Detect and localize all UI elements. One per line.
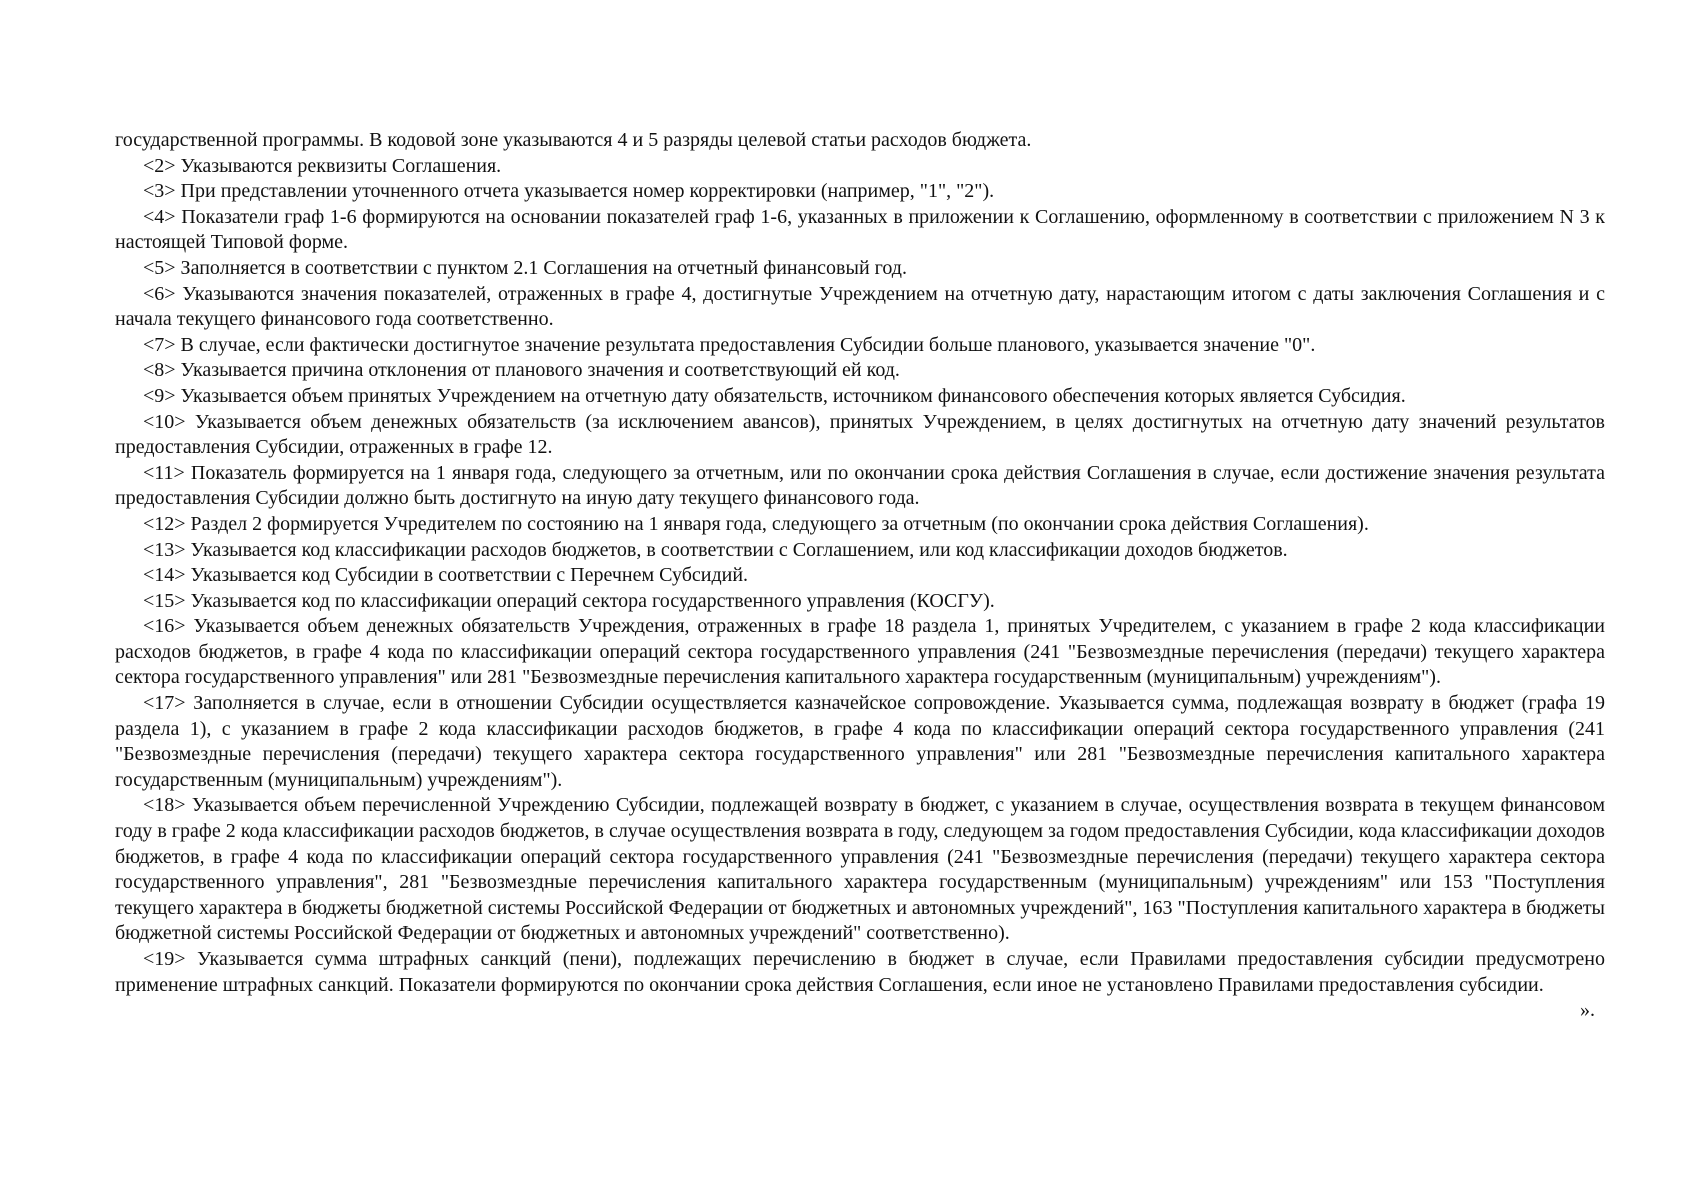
footnote-19: <19> Указывается сумма штрафных санкций (пени), подлежащих перечислению в бюджет в случае, если Правилами предоставления субсидии предусмотрено применение штрафных санкций. Показатели формируются по окончании срока действия Соглашения, если иное не установлено Правилами предоставления субсидии. [115,948,1605,996]
footnote-13: <13> Указывается код классификации расходов бюджетов, в соответствии с Соглашением, или код классификации доходов бюджетов. [143,538,1288,561]
footnote-12: <12> Раздел 2 формируется Учредителем по состоянию на 1 января года, следующего за отчетным (по окончании срока действия Соглашения). [143,512,1369,535]
footnote-11: <11> Показатель формируется на 1 января года, следующего за отчетным, или по окончании срока действия Соглашения в случае, если достижение значения результата предоставления Субсидии должно быть достигнуто на иную дату текущего финансового года. [115,461,1605,510]
footnote-9: <9> Указывается объем принятых Учреждением на отчетную дату обязательств, источником финансового обеспечения которых является Субсидия. [143,384,1406,407]
closing-quote-mark: ». [1580,999,1595,1022]
footnote-6: <6> Указываются значения показателей, отраженных в графе 4, достигнутые Учреждением на отчетную дату, нарастающим итогом с даты заключения Соглашения и с начала текущего финансового года соответственно. [115,282,1605,331]
footnote-2: <2> Указываются реквизиты Соглашения. [143,154,502,177]
footnote-8: <8> Указывается причина отклонения от планового значения и соответствующий ей код. [143,359,900,382]
footnote-5: <5> Заполняется в соответствии с пунктом 2.1 Соглашения на отчетный финансовый год. [143,256,907,279]
footnote-3: <3> При представлении уточненного отчета указывается номер корректировки (например, "1", "2"). [143,180,995,203]
footnote-16: <16> Указывается объем денежных обязательств Учреждения, отраженных в графе 18 раздела 1, принятых Учредителем, с указанием в графе 2 кода классификации расходов бюджетов, в графе 4 кода по классификации операций сектора государственного управления (241 "Безвозмездные перечисления (передачи) текущего характера сектора государственного управления" или 281 "Безвозмездные перечисления капитального характера государственным (муниципальным) учреждениям"). [115,615,1605,689]
footnote-17: <17> Заполняется в случае, если в отношении Субсидии осуществляется казначейское сопровождение. Указывается сумма, подлежащая возврату в бюджет (графа 19 раздела 1), с указанием в графе 2 кода классификации расходов бюджетов, в графе 4 кода по классификации операций сектора государственного управления (241 "Безвозмездные перечисления (передачи) текущего характера сектора государственного управления" или 281 "Безвозмездные перечисления капитального характера государственным (муниципальным) учреждениям"). [115,692,1605,791]
document-page [115,128,1605,1024]
footnote-15: <15> Указывается код по классификации операций сектора государственного управления (КОСГУ). [143,589,995,612]
footnote-4: <4> Показатели граф 1-6 формируются на основании показателей граф 1-6, указанных в приложении к Соглашению, оформленному в соответствии с приложением N 3 к настоящей Типовой форме. [115,205,1605,254]
footnote-14: <14> Указывается код Субсидии в соответствии с Перечнем Субсидий. [143,564,749,587]
lead-paragraph: государственной программы. В кодовой зоне указываются 4 и 5 разряды целевой статьи расходов бюджета. [115,129,1032,151]
footnote-7: <7> В случае, если фактически достигнутое значение результата предоставления Субсидии больше планового, указывается значение "0". [143,333,1316,356]
footnote-18: <18> Указывается объем перечисленной Учреждению Субсидии, подлежащей возврату в бюджет, с указанием в случае, осуществления возврата в текущем финансовом году в графе 2 кода классификации расходов бюджетов, в случае осуществления возврата в году, следующем за годом предоставления Субсидии, кода классификации доходов бюджетов, в графе 4 кода по классификации операций сектора государственного управления (241 "Безвозмездные перечисления (передачи) текущего характера сектора государственного управления", 281 "Безвозмездные перечисления капитального характера государственным (муниципальным) учреждениям" или 153 "Поступления текущего характера в бюджеты бюджетной системы Российской Федерации от бюджетных и автономных учреждений", 163 "Поступления капитального характера в бюджеты бюджетной системы Российской Федерации от бюджетных и автономных учреждений" соответственно). [115,794,1605,945]
footnote-10: <10> Указывается объем денежных обязательств (за исключением авансов), принятых Учреждением, в целях достигнутых на отчетную дату значений результатов предоставления Субсидии, отраженных в графе 12. [115,410,1605,459]
